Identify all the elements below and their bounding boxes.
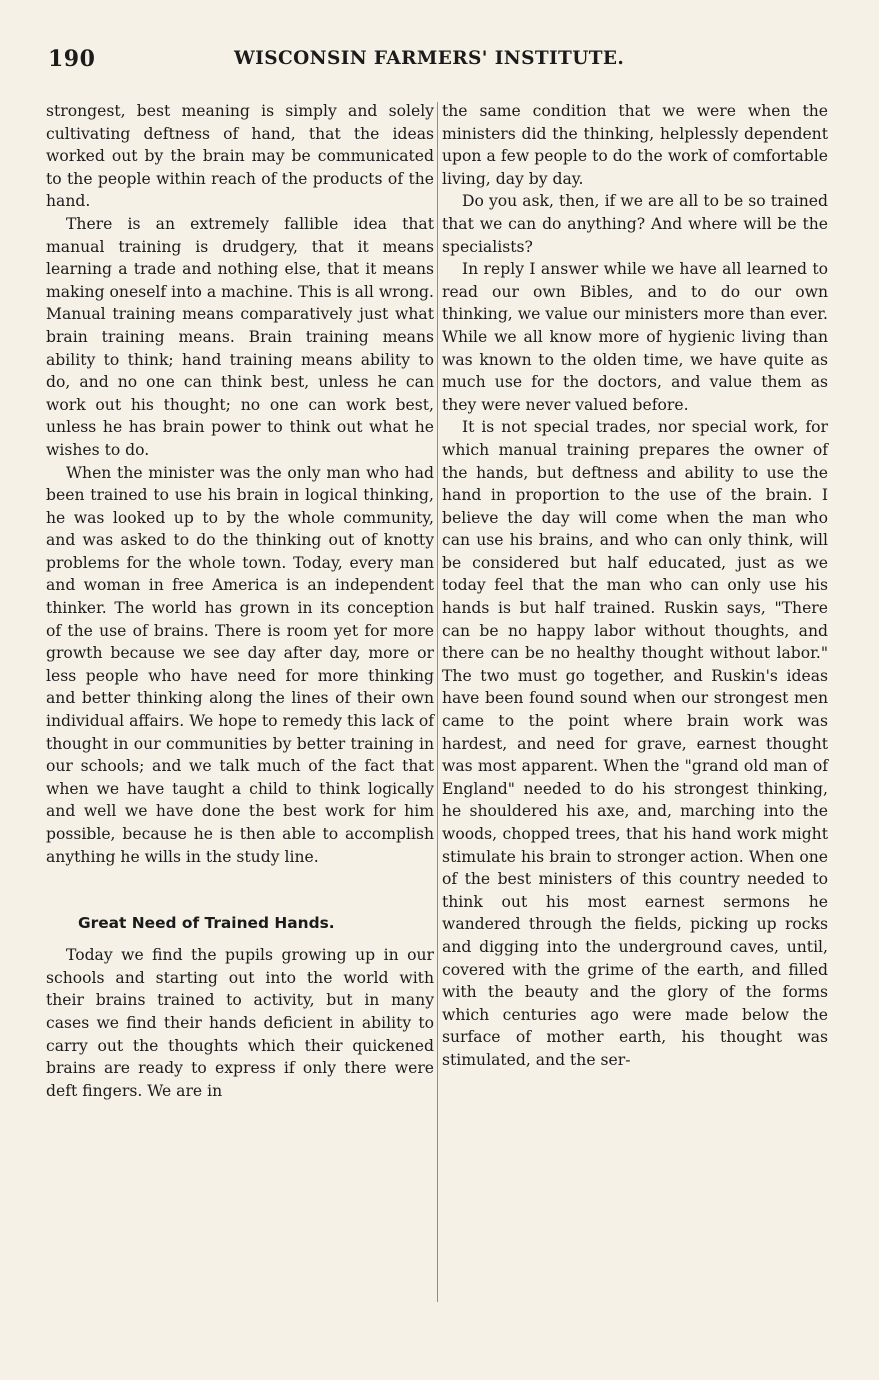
left-column [46, 100, 434, 1102]
paragraph: Do you ask, then, if we are all to be so trained that we can do anything? And where will be the specialists? [442, 192, 828, 256]
paragraph: It is not special trades, nor special work, for which manual training prepares the owner of the hands, but deftness and ability to use the hand in proportion to the use of the brain. I believe the day will come when the man who can use his brains, and who can only think, will be considered but half educated, just as we today feel that the man who can only use his hands is but half trained. Ruskin says, "There can be no happy labor without thoughts, and there can be no healthy thought without labor." The two must go together, and Ruskin's ideas have been found sound when our strongest men came to the point where brain work was hardest, and need for grave, earnest thought was most apparent. When the "grand old man of England" needed to do his strongest thinking, he shouldered his axe, and, marching into the woods, chopped trees, that his hand work might stimulate his brain to stronger action. When one of the best ministers of this country needed to think out his most earnest sermons he wandered through the fields, picking up rocks and digging into the underground caves, until, covered with the grime of the earth, and filled with the beauty and the glory of the forms which centuries ago were made below the surface of mother earth, his thought was stimulated, and the ser- [442, 418, 828, 1069]
section-heading: Great Need of Trained Hands. [78, 914, 335, 933]
section-spacer [46, 868, 434, 912]
paragraph: There is an extremely fallible idea that manual training is drudgery, that it means learning a trade and nothing else, that it means making oneself into a machine. This is all wrong. Manual training means comparatively just what brain training means. Brain training means ability to think; hand training means ability to do, and no one can think best, unless he can work out his thought; no one can work best, unless he has brain power to think out what he wishes to do. [46, 214, 434, 459]
paragraph: the same condition that we were when the ministers did the thinking, helplessly dependent upon a few people to do the work of comfortable living, day by day. [442, 102, 828, 188]
page-number: 190 [48, 46, 96, 72]
column-divider [437, 102, 438, 1302]
section-spacer [46, 934, 434, 944]
paragraph: Today we find the pupils growing up in our schools and starting out into the world with their brains trained to activity, but in many cases we find their hands deficient in ability to carry out the thoughts which their quickened brains are ready to express if only there were deft fingers. We are in [46, 946, 434, 1100]
right-column [442, 100, 828, 1072]
paragraph: strongest, best meaning is simply and solely cultivating deftness of hand, that the ideas worked out by the brain may be communicated to the people within reach of the products of the hand. [46, 102, 434, 211]
paragraph: In reply I answer while we have all learned to read our own Bibles, and to do our own thinking, we value our ministers more than ever. While we all know more of hygienic living than was known to the olden time, we have quite as much use for the doctors, and value them as they were never valued before. [442, 260, 828, 414]
paragraph: When the minister was the only man who had been trained to use his brain in logical thinking, he was looked up to by the whole community, and was asked to do the thinking out of knotty problems for the whole town. Today, every man and woman in free America is an independent thinker. The world has grown in its conception of the use of brains. There is room yet for more growth because we see day after day, more or less people who have need for more thinking and better thinking along the lines of their own individual affairs. We hope to remedy this lack of thought in our communities by better training in our schools; and we talk much of the fact that when we have taught a child to think logically and well we have done the best work for him possible, because he is then able to accomplish anything he wills in the study line. [46, 463, 434, 866]
page-header [48, 46, 838, 80]
running-title: WISCONSIN FARMERS' INSTITUTE. [234, 48, 625, 69]
